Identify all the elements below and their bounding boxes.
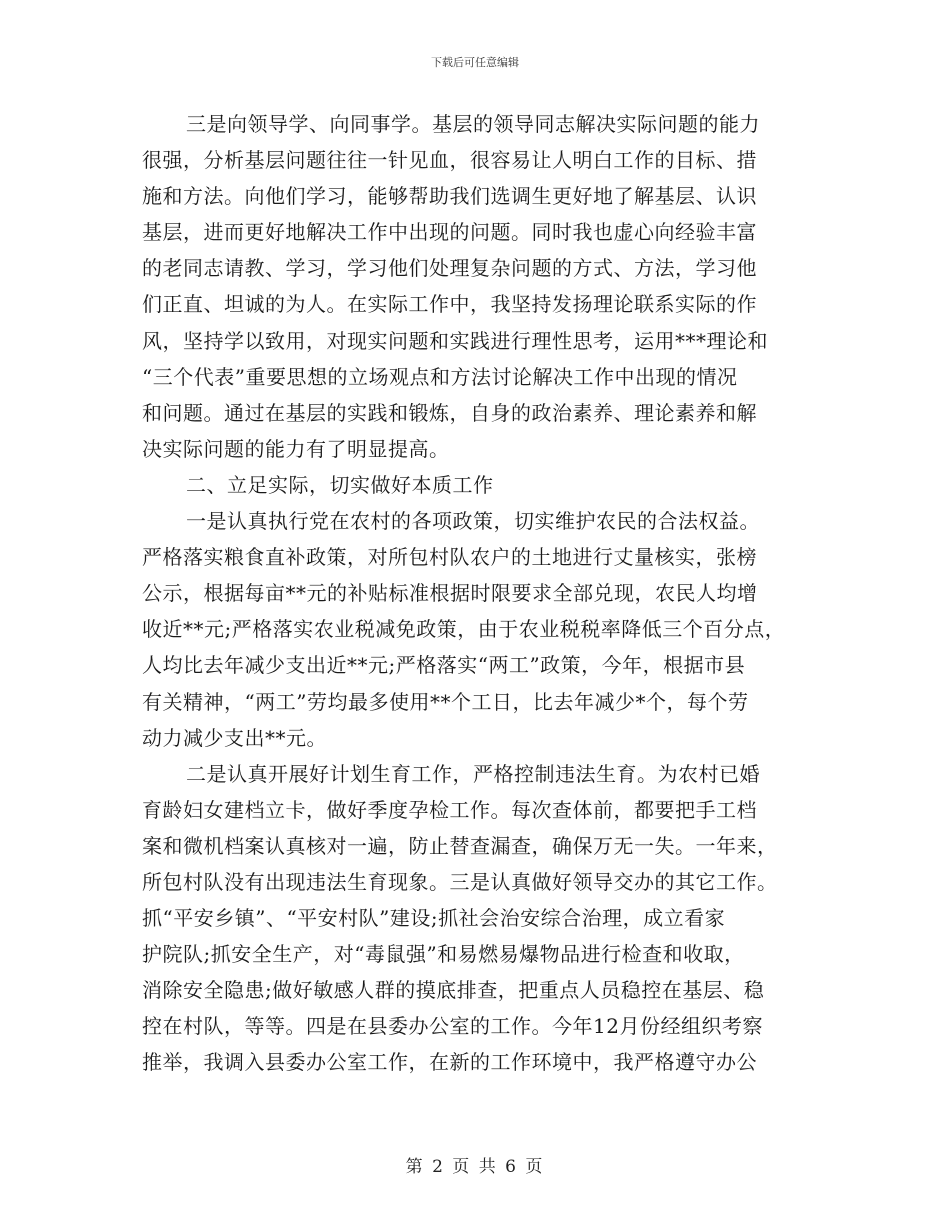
text-line: 和问题。通过在基层的实践和锻炼，自身的政治素养、理论素养和解: [142, 400, 757, 425]
text-line: 动力减少支出**元。: [142, 725, 327, 750]
page-number: 第 2 页 共 6 页: [405, 1157, 545, 1177]
text-line: 决实际问题的能力有了明显提高。: [142, 436, 450, 461]
document-body: [142, 106, 822, 1081]
text-line: 人均比去年减少支出近**元;严格落实“两工”政策，今年，根据市县: [142, 653, 746, 678]
text-line: 抓“平安乡镇”、“平安村队”建设;抓社会治安综合治理，成立看家: [142, 906, 726, 931]
text-line: 三是向领导学、向同事学。基层的领导同志解决实际问题的能力: [186, 112, 760, 136]
text-line: 消除安全隐患;做好敏感人群的摸底排查，把重点人员稳控在基层、稳: [142, 978, 765, 1003]
text-line: 收近**元;严格落实农业税减免政策，由于农业税税率降低三个百分点，: [142, 617, 786, 642]
text-line: 所包村队没有出现违法生育现象。三是认真做好领导交办的其它工作。: [142, 869, 778, 894]
text-line: 护院队;抓安全生产，对“毒鼠强”和易燃易爆物品进行检查和收取，: [142, 942, 745, 967]
text-line: 严格落实粮食直补政策，对所包村队农户的土地进行丈量核实，张榜: [142, 545, 757, 570]
text-line: 二、立足实际，切实做好本质工作: [186, 472, 494, 497]
text-line: 基层，进而更好地解决工作中出现的问题。同时我也虚心向经验丰富: [142, 220, 757, 245]
text-line: 育龄妇女建档立卡，做好季度孕检工作。每次查体前，都要把手工档: [142, 797, 757, 822]
download-edit-note: 下载后可任意编辑: [431, 56, 519, 69]
text-line: 很强，分析基层问题往往一针见血，很容易让人明白工作的目标、措: [142, 148, 757, 173]
text-line: 二是认真开展好计划生育工作，严格控制违法生育。为农村已婚: [186, 761, 760, 786]
text-line: 推举，我调入县委办公室工作，在新的工作环境中，我严格遵守办公: [142, 1050, 757, 1075]
text-line: 的老同志请教、学习，学习他们处理复杂问题的方式、方法，学习他: [142, 256, 757, 281]
text-line: 案和微机档案认真核对一遍，防止替查漏查，确保万无一失。一年来，: [142, 833, 778, 858]
text-line: 一是认真执行党在农村的各项政策，切实维护农民的合法权益。: [186, 509, 760, 534]
text-line: “三个代表”重要思想的立场观点和方法讨论解决工作中出现的情况: [142, 364, 738, 389]
text-line: 公示，根据每亩**元的补贴标准根据时限要求全部兑现，农民人均增: [142, 581, 758, 606]
text-line: 施和方法。向他们学习，能够帮助我们选调生更好地了解基层、认识: [142, 184, 757, 209]
text-line: 们正直、坦诚的为人。在实际工作中，我坚持发扬理论联系实际的作: [142, 292, 757, 317]
text-line: 有关精神，“两工”劳均最多使用**个工日，比去年减少*个，每个劳: [142, 689, 749, 714]
text-line: 控在村队，等等。四是在县委办公室的工作。今年12月份经组织考察: [142, 1014, 763, 1039]
text-line: 风，坚持学以致用，对现实问题和实践进行理性思考，运用***理论和: [142, 328, 768, 353]
